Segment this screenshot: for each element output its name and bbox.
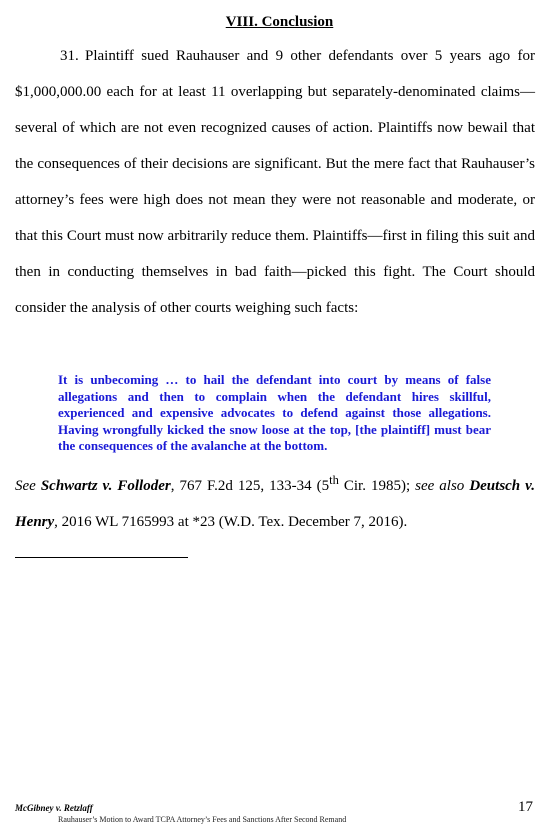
footer-document-title: Rauhauser’s Motion to Award TCPA Attorney’s Fees and Sanctions After Second Remand: [58, 815, 347, 824]
citation-signal-see: See: [15, 478, 36, 494]
citation-case-schwartz: Schwartz v. Folloder: [40, 478, 171, 494]
citation-court-1: Cir. 1985);: [338, 478, 416, 494]
footnote-separator: [15, 557, 188, 558]
footer-case-name: McGibney v. Retzlaff: [15, 803, 93, 813]
citation-reporter-1: , 767 F.2d 125, 133-34 (5: [170, 478, 330, 494]
citation-case-deutsch: Deutsch v. Henry: [15, 478, 536, 530]
block-quote: It is unbecoming … to hail the defendant into court by means of false allegations and then to complain when the defendant hires skillful, experienced and expensive advocates to defend against those allegations. Having wrongfully kicked the snow loose at the top, [the plaintiff] must bear the consequences of the avalanche at the bottom.: [58, 372, 491, 453]
section-heading: VIII. Conclusion: [225, 14, 334, 30]
paragraph-31: [15, 38, 535, 326]
paragraph-text: Plaintiff sued Rauhauser and 9 other defendants over 5 years ago for $1,000,000.00 each for at least 11 overlapping but separately-denominated claims—several of which are not even recognized causes of action. Plaintiffs now bewail that the consequences of their decisions are significant. But the mere fact that Rauhauser’s attorney’s fees were high does not mean they were not reasonable and moderate, or that this Court must now arbitrarily reduce them. Plaintiffs—first in filing this suit and then in conducting themselves in bad faith—picked this fight. The Court should consider the analysis of other courts weighing such facts:: [15, 48, 535, 316]
citation-reporter-2: , 2016 WL 7165993 at *23 (W.D. Tex. December 7, 2016).: [54, 514, 408, 530]
citation-ordinal: th: [329, 473, 339, 487]
citation: [15, 462, 535, 540]
page-number: 17: [518, 799, 533, 815]
paragraph-number: 31.: [60, 48, 79, 64]
citation-signal-see-also: see also: [415, 478, 465, 494]
